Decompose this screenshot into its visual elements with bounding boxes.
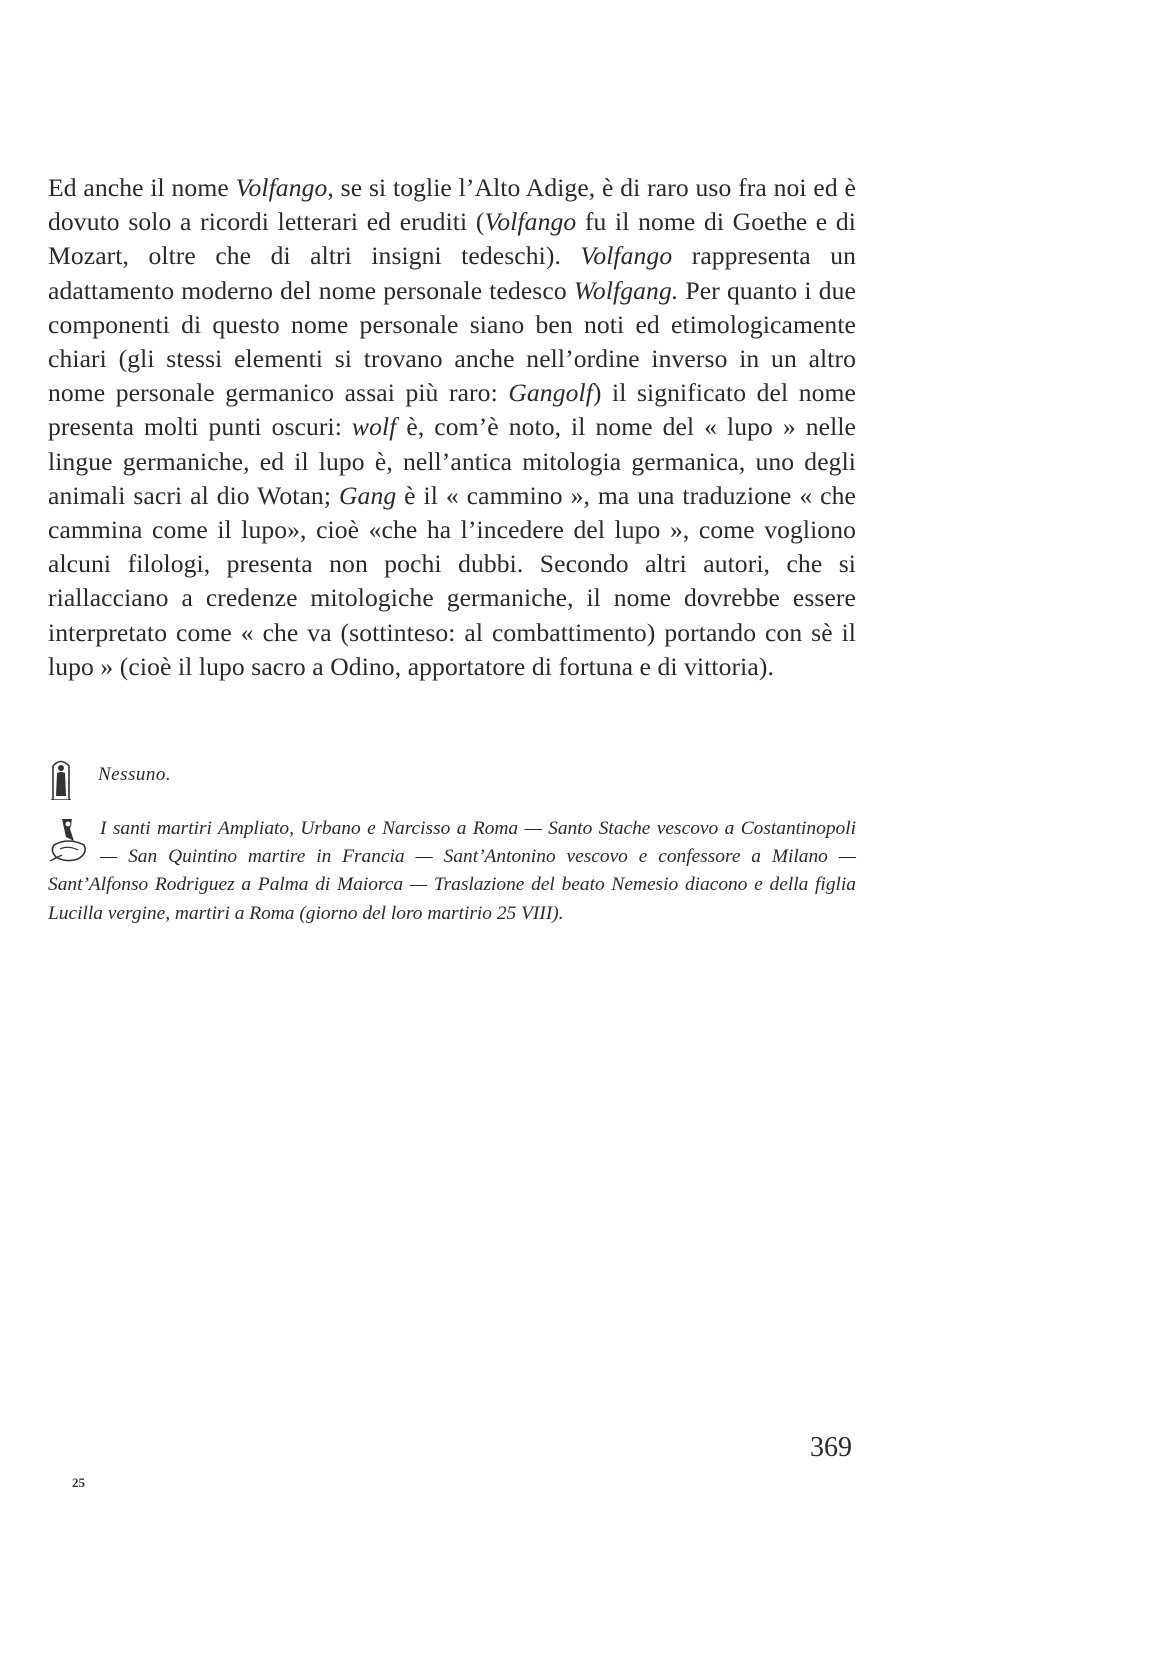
saints-text: I santi martiri Ampliato, Urbano e Narcisso a Roma — Santo Stache vescovo a Costantinopoli — San Quintino martire in Francia — Sant’Antonino vescovo e confessore a Milano — Sant’Alfonso Rodriguez a Palma di Maiorca — Traslazione del beato Nemesio diacono e della figlia Lucilla vergine, martiri a Roma (giorno del loro martirio 25 VIII).	[48, 818, 856, 924]
text-run: Per quanto i due componenti di questo nome personale siano ben noti ed etimologicamente chiari (gli stessi elementi si trovano anche nell’ordine inverso in un altro nome personale germanico assai più raro:	[48, 275, 856, 408]
word-gang: Gang	[338, 480, 397, 510]
text-run: è, com’è noto, il nome del « lupo » nelle lingue germaniche, ed il lupo è, nell’antica mitologia germanica, uno degli animali sacri al dio Wotan;	[48, 412, 856, 510]
text-run: rappresenta un adattamento moderno del nome personale tedesco	[48, 241, 856, 305]
main-paragraph	[48, 171, 856, 684]
saint-kneeling-icon	[48, 815, 92, 865]
text-run: è il « cammino », ma una traduzione « che cammina come il lupo», cioè «che ha l’incedere del lupo », come vogliono alcuni filologi, presenta non pochi dubbi. Secondo altri autori, che si riallacciano a credenze mitologiche germaniche, il nome dovrebbe essere interpretato come « che va (sottinteso: al combattimento) portando con sè il lupo » (cioè il lupo sacro a Odino, apportatore di fortuna e di vittoria).	[48, 480, 857, 681]
name-wolfgang: Wolfgang.	[573, 275, 679, 305]
word-wolf: wolf	[351, 412, 397, 442]
text-run: fu il nome di Goethe e di Mozart, oltre che di altri insigni tedeschi).	[48, 207, 856, 271]
text-run: Ed anche il nome	[48, 173, 236, 202]
name-volfango: Volfango	[484, 207, 577, 237]
patron-saint-section	[48, 756, 856, 802]
signature-mark: 25	[72, 1475, 85, 1490]
name-gangolf: Gangolf	[508, 378, 593, 408]
page-number: 369	[810, 1432, 852, 1463]
name-volfango: Volfango	[235, 173, 328, 202]
text-run: , se si toglie l’Alto Adige, è di raro uso fra noi ed è dovuto solo a ricordi letterari ed eruditi (	[48, 173, 856, 237]
patron-text: Nessuno.	[98, 764, 172, 785]
text-run: ) il significato del nome presenta molti punti oscuri:	[48, 378, 856, 442]
name-volfango: Volfango	[580, 241, 673, 271]
saint-figure-icon	[50, 756, 72, 800]
saints-of-the-day	[48, 815, 856, 928]
